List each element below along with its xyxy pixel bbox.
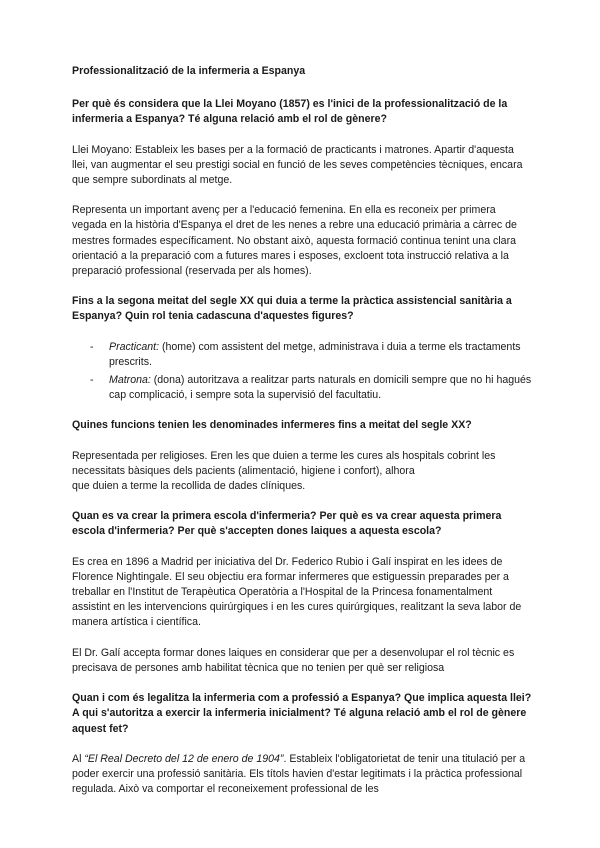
list-item-term: Matrona: (109, 374, 151, 387)
question-legalitzacio: Quan i com és legalitza la infermeria com a professió a Espanya? Que implica aquesta llei? A qui s'autoritza a exercir la infermeria inicialment? Té alguna relació amb el rol de gènere aquest fet? (72, 692, 532, 735)
answer-paragraph: Llei Moyano: Estableix les bases per a la formació de practicants i matrones. Apartir d'aquesta llei, van augmentar el seu prestigi social en funció de les seves competències tècniques, encara que sempre subordinats al metge. (72, 143, 523, 187)
answer-paragraph: El Dr. Galí accepta formar dones laiques en considerar que per a desenvolupar el rol tècnic es precisava de persones amb habilitat tècnica que no tenien per què ser religiosa (72, 646, 515, 674)
list-item (72, 340, 532, 370)
roles-list (72, 340, 532, 404)
question-primera-escola: Quan es va crear la primera escola d'infermeria? Per què es va crear aquesta primera escola d'infermeria? Per què s'accepten dones laiques a aquesta escola? (72, 510, 502, 538)
question-llei-moyano: Per què és considera que la Llei Moyano (1857) es l'inici de la professionalització de la infermeria a Espanya? Té alguna relació amb el rol de gènere? (72, 98, 508, 126)
answer-paragraph: Representada per religioses. Eren les que duien a terme les cures als hospitals cobrint les necessitats bàsiques dels pacients (alimentació, higiene i confort), alhora (72, 449, 496, 477)
question-practica-assistencial: Fins a la segona meitat del segle XX qui duia a terme la pràctica assistencial sanitària a Espanya? Quin rol tenia cadascuna d'aquestes figures? (72, 295, 512, 323)
document-body (72, 64, 532, 812)
list-item-term: Practicant: (109, 340, 160, 353)
answer-paragraph (72, 752, 532, 798)
answer-paragraph-continuation: que duien a terme la recollida de dades clíniques. (72, 480, 306, 493)
answer-paragraph: Es crea en 1896 a Madrid per iniciativa del Dr. Federico Rubio i Galí inspirat en les idees de Florence Nightingale. El seu objectiu era formar infermeres que estiguessin preparades per a treballar en l'Institut de Terapèutica Operatòria a l'Hospital de la Princesa fonamentalment assistint en les intervencions quirúrgiques i en les cures quirúrgiques, realitzant la seva labor de manera artística i científica. (72, 555, 522, 629)
list-item (72, 373, 532, 403)
list-dash: - (90, 340, 94, 353)
list-item-text: (dona) autoritzava a realitzar parts naturals en domicili sempre que no hi hagués cap complicació, i sempre sota la supervisió del facultatiu. (109, 374, 532, 402)
question-funcions-infermeres: Quines funcions tenien les denominades infermeres fins a meitat del segle XX? (72, 419, 472, 432)
paragraph-text: . Estableix l'obligatorietat de tenir una titulació per a poder exercir una professió sanitària. Els títols havien d'estar legitimats i la pràctica professional regulada. Això va comportar el reconeixement professional de les (72, 752, 526, 796)
answer-paragraph: Representa un important avenç per a l'educació femenina. En ella es reconeix per primera vegada en la història d'Espanya el dret de les nenes a rebre una educació primària a càrrec de mestres formades específicament. No obstant això, aquesta formació continua tenint una clara orientació a la preparació com a futures mares i esposes, excloent tota instrucció relativa a la preparació professional (reservada per als homes). (72, 204, 517, 278)
decree-citation: “El Real Decreto del 12 de enero de 1904” (84, 752, 284, 765)
list-item-text: (home) com assistent del metge, administrava i duia a terme els tractaments prescrits. (109, 340, 521, 368)
list-dash: - (90, 374, 94, 387)
paragraph-prefix: Al (72, 752, 85, 765)
document-title: Professionalització de la infermeria a Espanya (72, 65, 306, 77)
